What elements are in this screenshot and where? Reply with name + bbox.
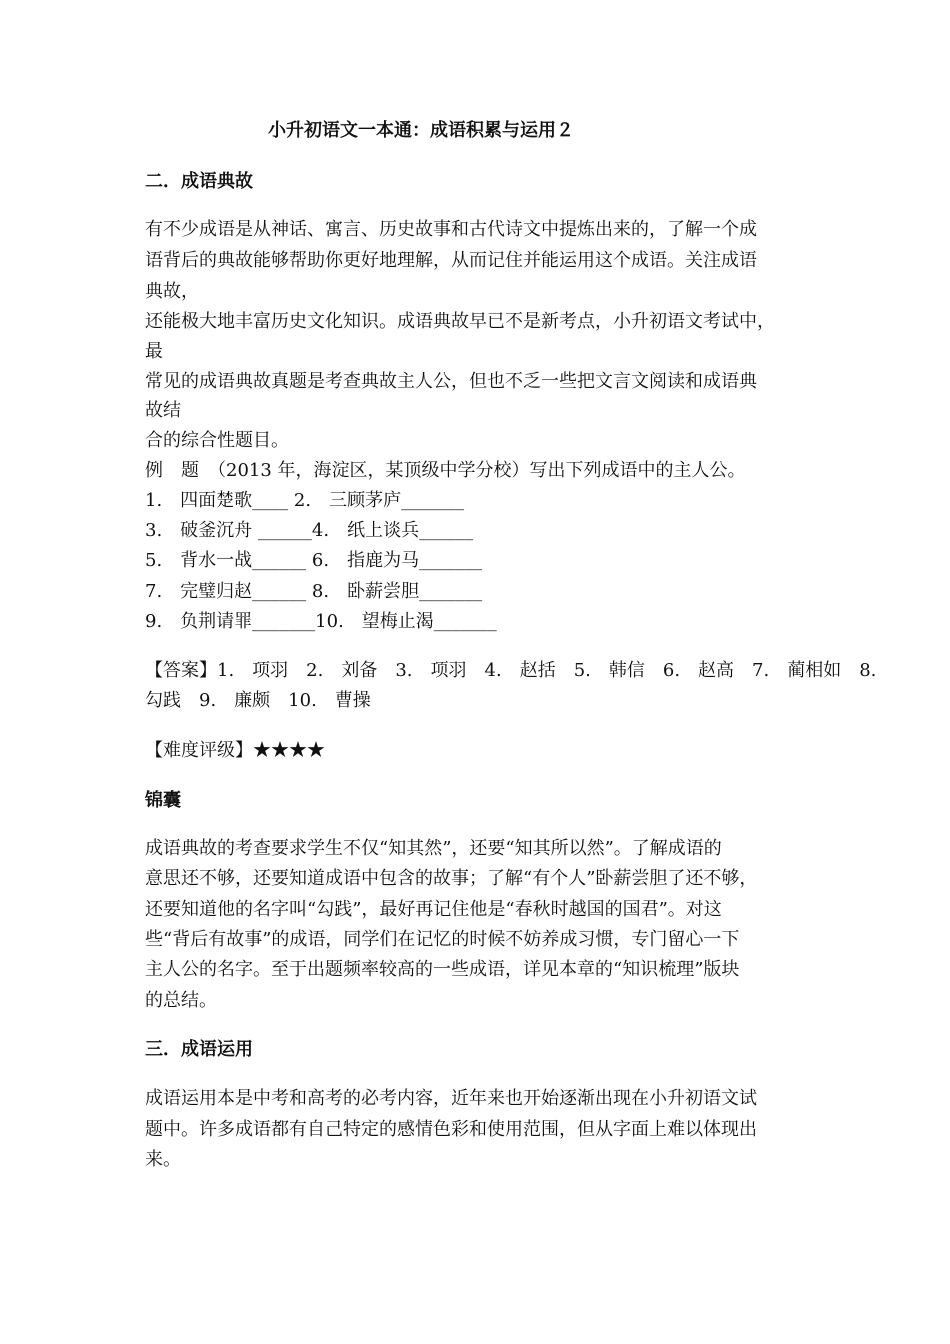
question-row: 5. 背水一战______ 6. 指鹿为马_______ [145,550,483,571]
section-3-line: 成语运用本是中考和高考的必考内容，近年来也开始逐渐出现在小升初语文试 [145,1088,757,1109]
tips-line: 的总结。 [145,990,217,1011]
section-2-heading: 二．成语典故 [145,171,253,192]
intro-line: 最 [145,341,163,362]
intro-line: 典故， [145,281,199,302]
intro-line: 合的综合性题目。 [145,430,289,451]
section-3-line: 来。 [145,1149,181,1170]
question-row: 1. 四面楚歌____ 2. 三顾茅庐_______ [145,490,465,511]
tips-line: 意思还不够，还要知道成语中包含的故事；了解“有个人”卧薪尝胆了还不够， [145,868,758,889]
tips-heading: 锦囊 [145,790,181,811]
intro-line: 语背后的典故能够帮助你更好地理解，从而记住并能运用这个成语。关注成语 [145,250,757,271]
intro-line: 故结 [145,400,181,421]
question-row: 7. 完璧归赵______ 8. 卧薪尝胆_______ [145,581,483,602]
answer-line: 【答案】1. 项羽 2. 刘备 3. 项羽 4. 赵括 5. 韩信 6. 赵高 7. 蔺相如 8. [145,660,877,681]
answer-line: 勾践 9. 廉颇 10. 曹操 [145,690,371,711]
question-row: 3. 破釜沉舟 ______4. 纸上谈兵______ [145,520,474,541]
intro-line: 常见的成语典故真题是考查典故主人公，但也不乏一些把文言文阅读和成语典 [145,371,757,392]
section-3-line: 题中。许多成语都有自己特定的感情色彩和使用范围，但从字面上难以体现出 [145,1119,757,1140]
document-title: 小升初语文一本通：成语积累与运用２ [268,120,574,141]
difficulty-rating: 【难度评级】★★★★ [145,740,325,761]
section-3-heading: 三．成语运用 [145,1039,253,1060]
intro-line: 有不少成语是从神话、寓言、历史故事和古代诗文中提炼出来的，了解一个成 [145,219,757,240]
tips-line: 还要知道他的名字叫“勾践”，最好再记住他是“春秋时越国的国君”。对这 [145,899,722,920]
tips-line: 成语典故的考查要求学生不仅“知其然”，还要“知其所以然”。了解成语的 [145,838,722,859]
example-prompt: 例 题 （2013 年，海淀区，某顶级中学分校）写出下列成语中的主人公。 [145,460,746,481]
tips-line: 主人公的名字。至于出题频率较高的一些成语，详见本章的“知识梳理”版块 [145,959,740,980]
tips-line: 些“背后有故事”的成语，同学们在记忆的时候不妨养成习惯，专门留心一下 [145,929,740,950]
question-row: 9. 负荆请罪_______10. 望梅止渴_______ [145,611,497,632]
intro-line: 还能极大地丰富历史文化知识。成语典故早已不是新考点，小升初语文考试中， [145,311,775,332]
